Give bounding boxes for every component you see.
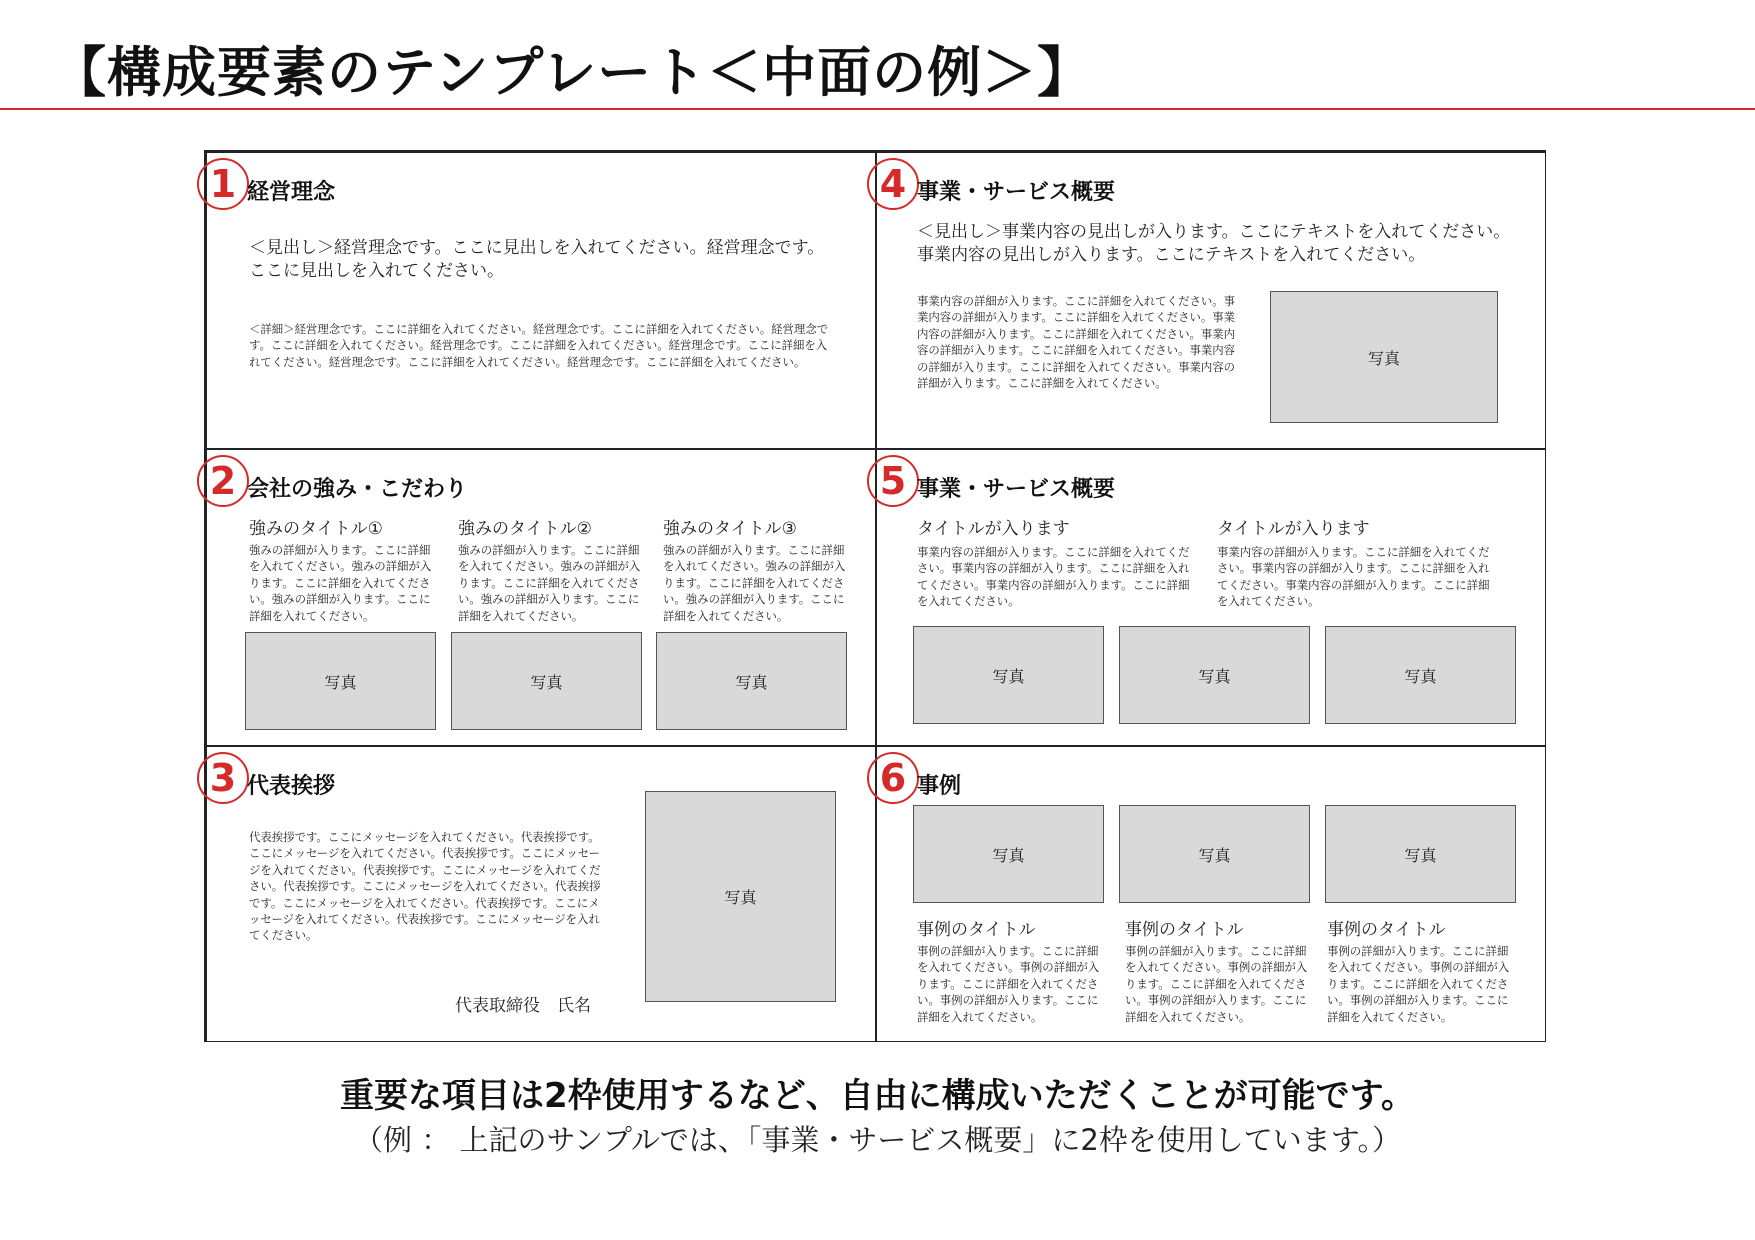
- section-title: 経営理念: [247, 180, 336, 205]
- section-philosophy: [206, 152, 876, 449]
- photo-placeholder: 写真: [1325, 805, 1516, 903]
- photo-placeholder: 写真: [1119, 805, 1310, 903]
- section-number-badge: 2: [197, 455, 249, 507]
- strength-title: 強みのタイトル①: [249, 519, 383, 539]
- section-number-badge: 1: [197, 158, 249, 210]
- section-number-badge: 4: [867, 158, 919, 210]
- case-text: 事例の詳細が入ります。ここに詳細を入れてください。事例の詳細が入ります。ここに詳細を入れてください。事例の詳細が入ります。ここに詳細を入れてください。: [917, 944, 1100, 1024]
- case-title: 事例のタイトル: [1125, 920, 1244, 940]
- section-title: 事業・サービス概要: [917, 180, 1116, 205]
- case-title: 事例のタイトル: [1327, 920, 1446, 940]
- photo-placeholder: 写真: [645, 791, 836, 1002]
- footer-note: 重要な項目は2枠使用するなど、自由に構成いただくことが可能です。: [340, 1076, 1415, 1116]
- section-number-badge: 6: [867, 752, 919, 804]
- section-strengths: [206, 449, 876, 746]
- section-case-studies: [876, 746, 1546, 1042]
- item-title: タイトルが入ります: [917, 519, 1070, 539]
- photo-placeholder: 写真: [1119, 626, 1310, 724]
- item-title: タイトルが入ります: [1217, 519, 1370, 539]
- section-number-badge: 5: [867, 455, 919, 507]
- photo-placeholder: 写真: [245, 632, 436, 730]
- message-text: 代表挨拶です。ここにメッセージを入れてください。代表挨拶です。ここにメッセージを入れてください。代表挨拶です。ここにメッセージを入れてください。代表挨拶です。ここにメッセージを入れてください。代表挨拶です。ここにメッセージを入れてください。代表挨拶です。ここにメッセージを入れてください。代表挨拶です。ここにメッセージを入れてください。代表挨拶です。ここにメッセージを入れてください。: [249, 830, 601, 943]
- strength-text: 強みの詳細が入ります。ここに詳細を入れてください。強みの詳細が入ります。ここに詳細を入れてください。強みの詳細が入ります。ここに詳細を入れてください。: [458, 543, 641, 623]
- section-title: 会社の強み・こだわり: [247, 477, 468, 502]
- case-text: 事例の詳細が入ります。ここに詳細を入れてください。事例の詳細が入ります。ここに詳細を入れてください。事例の詳細が入ります。ここに詳細を入れてください。: [1327, 944, 1510, 1024]
- heading-text: ＜見出し＞事業内容の見出しが入ります。ここにテキストを入れてください。事業内容の見出しが入ります。ここにテキストを入れてください。: [917, 222, 1511, 265]
- photo-placeholder: 写真: [656, 632, 847, 730]
- strength-title: 強みのタイトル③: [663, 519, 797, 539]
- section-number-badge: 3: [197, 752, 249, 804]
- heading-text: ＜見出し＞経営理念です。ここに見出しを入れてください。経営理念です。ここに見出しを入れてください。: [249, 238, 825, 281]
- page-title: 【構成要素のテンプレート＜中面の例＞】: [52, 41, 1093, 104]
- strength-title: 強みのタイトル②: [458, 519, 592, 539]
- template-grid: [204, 150, 1546, 1042]
- photo-placeholder: 写真: [451, 632, 642, 730]
- section-title: 事業・サービス概要: [917, 477, 1116, 502]
- photo-placeholder: 写真: [913, 626, 1104, 724]
- section-business-overview: [876, 152, 1546, 449]
- photo-placeholder: 写真: [1325, 626, 1516, 724]
- item-text: 事業内容の詳細が入ります。ここに詳細を入れてください。事業内容の詳細が入ります。ここに詳細を入れてください。事業内容の詳細が入ります。ここに詳細を入れてください。: [1217, 545, 1490, 609]
- photo-placeholder: 写真: [913, 805, 1104, 903]
- photo-placeholder: 写真: [1270, 291, 1498, 423]
- section-ceo-message: [206, 746, 876, 1042]
- case-title: 事例のタイトル: [917, 920, 1036, 940]
- case-text: 事例の詳細が入ります。ここに詳細を入れてください。事例の詳細が入ります。ここに詳細を入れてください。事例の詳細が入ります。ここに詳細を入れてください。: [1125, 944, 1308, 1024]
- signature: 代表取締役 氏名: [455, 996, 591, 1016]
- footer-example: （例 ： 上記のサンプルでは、「事業・サービス概要」に2枠を使用しています。）: [354, 1123, 1401, 1157]
- strength-text: 強みの詳細が入ります。ここに詳細を入れてください。強みの詳細が入ります。ここに詳細を入れてください。強みの詳細が入ります。ここに詳細を入れてください。: [249, 543, 432, 623]
- detail-text: 事業内容の詳細が入ります。ここに詳細を入れてください。事業内容の詳細が入ります。ここに詳細を入れてください。事業内容の詳細が入ります。ここに詳細を入れてください。事業内容の詳細が入ります。ここに詳細を入れてください。事業内容の詳細が入ります。ここに詳細を入れてください。事業内容の詳細が入ります。ここに詳細を入れてください。: [917, 294, 1236, 391]
- section-title: 代表挨拶: [247, 774, 336, 799]
- strength-text: 強みの詳細が入ります。ここに詳細を入れてください。強みの詳細が入ります。ここに詳細を入れてください。強みの詳細が入ります。ここに詳細を入れてください。: [663, 543, 846, 623]
- section-business-overview-2: [876, 449, 1546, 746]
- section-title: 事例: [917, 774, 962, 799]
- detail-text: ＜詳細＞経営理念です。ここに詳細を入れてください。経営理念です。ここに詳細を入れてください。経営理念です。ここに詳細を入れてください。経営理念です。ここに詳細を入れてください。経営理念です。ここに詳細を入れてください。経営理念です。ここに詳細を入れてください。経営理念です。ここに詳細を入れてください。: [249, 322, 829, 369]
- item-text: 事業内容の詳細が入ります。ここに詳細を入れてください。事業内容の詳細が入ります。ここに詳細を入れてください。事業内容の詳細が入ります。ここに詳細を入れてください。: [917, 545, 1190, 609]
- title-divider: [0, 108, 1755, 110]
